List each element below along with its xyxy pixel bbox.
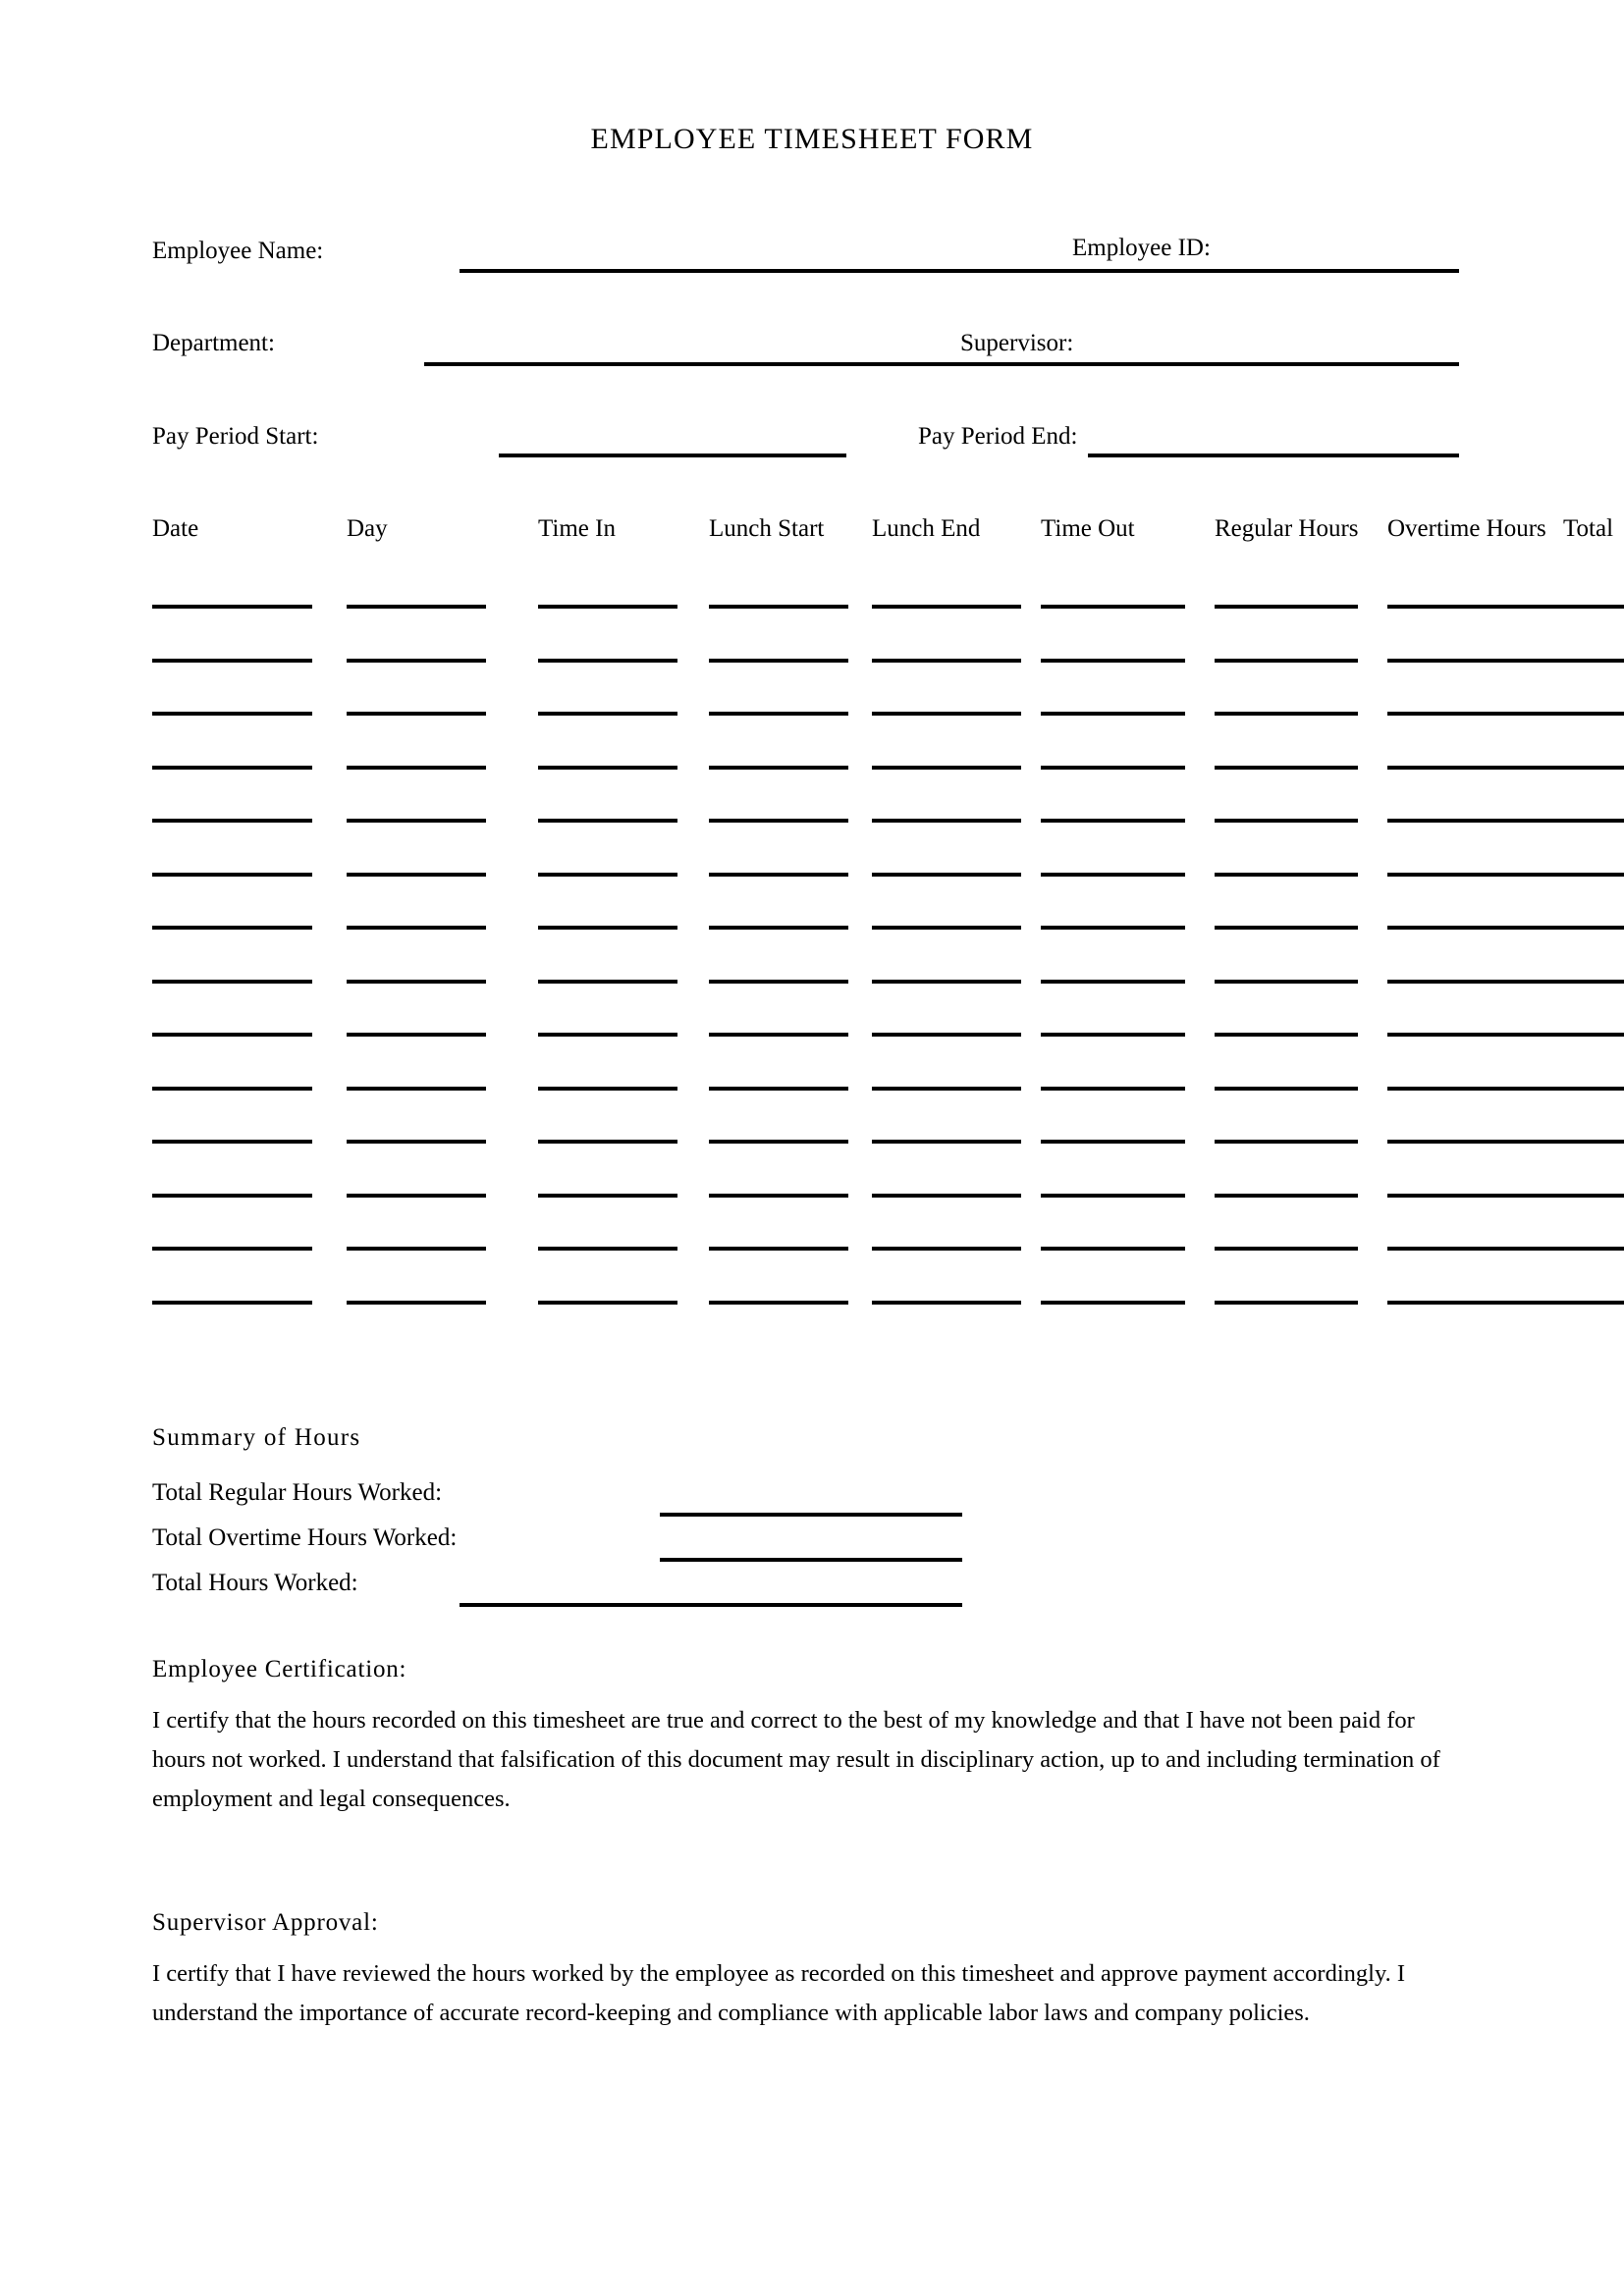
table-cell-rule[interactable] <box>1387 1194 1624 1198</box>
table-cell-rule[interactable] <box>347 980 486 984</box>
table-cell-rule[interactable] <box>152 1087 312 1091</box>
table-cell-rule[interactable] <box>709 1140 848 1144</box>
table-cell-rule[interactable] <box>709 605 848 609</box>
table-cell-rule[interactable] <box>347 1301 486 1305</box>
table-cell-rule[interactable] <box>1041 1194 1185 1198</box>
column-header-time-out: Time Out <box>1041 515 1135 542</box>
table-cell-rule[interactable] <box>1215 1087 1358 1091</box>
table-cell-rule[interactable] <box>872 1140 1021 1144</box>
table-cell-rule[interactable] <box>872 605 1021 609</box>
table-cell-rule[interactable] <box>347 1033 486 1037</box>
table-cell-rule[interactable] <box>538 873 677 877</box>
table-cell-rule[interactable] <box>1387 1140 1624 1144</box>
column-header-regular-hours: Regular Hours <box>1215 515 1359 542</box>
pay-period-start-label: Pay Period Start: <box>152 423 319 450</box>
table-cell-rule[interactable] <box>1215 605 1358 609</box>
supervisor-approval-heading: Supervisor Approval: <box>152 1909 379 1936</box>
column-header-day: Day <box>347 515 388 542</box>
table-cell-rule[interactable] <box>538 980 677 984</box>
table-cell-rule[interactable] <box>872 926 1021 930</box>
table-cell-rule[interactable] <box>709 1301 848 1305</box>
employee-name-label: Employee Name: <box>152 238 324 264</box>
table-cell-rule[interactable] <box>872 766 1021 770</box>
table-cell-rule[interactable] <box>538 819 677 823</box>
table-cell-rule[interactable] <box>152 766 312 770</box>
table-cell-rule[interactable] <box>538 1033 677 1037</box>
table-cell-rule[interactable] <box>347 712 486 716</box>
table-cell-rule[interactable] <box>1387 980 1624 984</box>
table-cell-rule[interactable] <box>1387 605 1624 609</box>
pay-period-end-label: Pay Period End: <box>918 423 1078 450</box>
table-cell-rule[interactable] <box>709 712 848 716</box>
table-cell-rule[interactable] <box>152 926 312 930</box>
table-cell-rule[interactable] <box>709 1247 848 1251</box>
table-cell-rule[interactable] <box>1041 659 1185 663</box>
pay-period-start-input-rule[interactable] <box>499 454 846 457</box>
pay-period-end-input-rule[interactable] <box>1088 454 1459 457</box>
table-cell-rule[interactable] <box>1387 819 1624 823</box>
table-cell-rule[interactable] <box>1041 980 1185 984</box>
column-header-lunch-start: Lunch Start <box>709 515 825 542</box>
table-cell-rule[interactable] <box>152 605 312 609</box>
table-cell-rule[interactable] <box>1387 659 1624 663</box>
table-cell-rule[interactable] <box>872 659 1021 663</box>
employee-certification-heading: Employee Certification: <box>152 1656 407 1682</box>
table-cell-rule[interactable] <box>1215 659 1358 663</box>
table-cell-rule[interactable] <box>1041 1087 1185 1091</box>
total-overtime-hours-label: Total Overtime Hours Worked: <box>152 1524 458 1551</box>
table-cell-rule[interactable] <box>347 926 486 930</box>
table-cell-rule[interactable] <box>1215 873 1358 877</box>
table-cell-rule[interactable] <box>872 712 1021 716</box>
table-cell-rule[interactable] <box>152 873 312 877</box>
total-hours-label: Total Hours Worked: <box>152 1570 358 1596</box>
table-cell-rule[interactable] <box>872 1033 1021 1037</box>
table-cell-rule[interactable] <box>1215 1033 1358 1037</box>
table-cell-rule[interactable] <box>1041 1033 1185 1037</box>
table-cell-rule[interactable] <box>538 1301 677 1305</box>
table-cell-rule[interactable] <box>347 1247 486 1251</box>
total-regular-hours-label: Total Regular Hours Worked: <box>152 1479 443 1506</box>
table-cell-rule[interactable] <box>152 1033 312 1037</box>
table-cell-rule[interactable] <box>347 1087 486 1091</box>
table-cell-rule[interactable] <box>538 766 677 770</box>
table-cell-rule[interactable] <box>709 1087 848 1091</box>
table-cell-rule[interactable] <box>1215 712 1358 716</box>
table-cell-rule[interactable] <box>1041 1247 1185 1251</box>
table-cell-rule[interactable] <box>152 1247 312 1251</box>
table-cell-rule[interactable] <box>152 819 312 823</box>
table-cell-rule[interactable] <box>1387 712 1624 716</box>
table-cell-rule[interactable] <box>538 1140 677 1144</box>
total-overtime-hours-input-rule[interactable] <box>660 1558 962 1562</box>
table-cell-rule[interactable] <box>1041 712 1185 716</box>
page-title: EMPLOYEE TIMESHEET FORM <box>590 123 1034 155</box>
total-regular-hours-input-rule[interactable] <box>660 1513 962 1517</box>
table-cell-rule[interactable] <box>152 659 312 663</box>
supervisor-label: Supervisor: <box>960 330 1074 356</box>
column-header-date: Date <box>152 515 199 542</box>
table-cell-rule[interactable] <box>152 712 312 716</box>
employee-certification-body: I certify that the hours recorded on this timesheet are true and correct to the best of my knowledge and that I have not been paid for hours not worked. I understand that falsification of this document may result in disciplinary action, up to and including termination of employment and legal consequences. <box>152 1707 1440 1812</box>
table-cell-rule[interactable] <box>347 1194 486 1198</box>
table-cell-rule[interactable] <box>709 873 848 877</box>
table-cell-rule[interactable] <box>538 1194 677 1198</box>
table-cell-rule[interactable] <box>152 1194 312 1198</box>
table-cell-rule[interactable] <box>709 766 848 770</box>
employee-id-label: Employee ID: <box>1072 235 1211 261</box>
table-cell-rule[interactable] <box>1215 819 1358 823</box>
column-header-total: Total <box>1563 515 1614 542</box>
table-cell-rule[interactable] <box>538 1087 677 1091</box>
total-hours-input-rule[interactable] <box>460 1603 962 1607</box>
table-cell-rule[interactable] <box>709 980 848 984</box>
department-label: Department: <box>152 330 275 356</box>
table-cell-rule[interactable] <box>1041 766 1185 770</box>
table-cell-rule[interactable] <box>872 980 1021 984</box>
department-input-rule[interactable] <box>424 362 1459 366</box>
table-cell-rule[interactable] <box>1387 926 1624 930</box>
table-cell-rule[interactable] <box>1041 873 1185 877</box>
table-cell-rule[interactable] <box>1215 1301 1358 1305</box>
table-cell-rule[interactable] <box>347 819 486 823</box>
employee-name-input-rule[interactable] <box>460 269 1459 273</box>
table-cell-rule[interactable] <box>872 873 1021 877</box>
supervisor-approval-body: I certify that I have reviewed the hours worked by the employee as recorded on this timesheet and approve payment accordingly. I understand the importance of accurate record-keeping and compliance with applicable labor laws and company policies. <box>152 1960 1406 2026</box>
table-cell-rule[interactable] <box>1041 926 1185 930</box>
table-cell-rule[interactable] <box>1387 1087 1624 1091</box>
table-cell-rule[interactable] <box>1215 1247 1358 1251</box>
table-cell-rule[interactable] <box>1387 1033 1624 1037</box>
column-header-overtime-hours: Overtime Hours <box>1387 515 1546 542</box>
table-cell-rule[interactable] <box>152 980 312 984</box>
table-cell-rule[interactable] <box>1215 1140 1358 1144</box>
table-cell-rule[interactable] <box>872 1194 1021 1198</box>
table-cell-rule[interactable] <box>872 1087 1021 1091</box>
table-cell-rule[interactable] <box>709 1194 848 1198</box>
table-cell-rule[interactable] <box>1387 873 1624 877</box>
table-cell-rule[interactable] <box>1215 926 1358 930</box>
table-cell-rule[interactable] <box>152 1140 312 1144</box>
table-cell-rule[interactable] <box>538 659 677 663</box>
table-cell-rule[interactable] <box>709 1033 848 1037</box>
table-cell-rule[interactable] <box>1215 1194 1358 1198</box>
table-cell-rule[interactable] <box>538 1247 677 1251</box>
table-cell-rule[interactable] <box>538 605 677 609</box>
summary-heading: Summary of Hours <box>152 1424 361 1451</box>
table-cell-rule[interactable] <box>347 1140 486 1144</box>
column-header-time-in: Time In <box>538 515 616 542</box>
table-cell-rule[interactable] <box>1041 1140 1185 1144</box>
table-cell-rule[interactable] <box>347 766 486 770</box>
table-cell-rule[interactable] <box>347 659 486 663</box>
table-cell-rule[interactable] <box>872 819 1021 823</box>
table-cell-rule[interactable] <box>1215 980 1358 984</box>
table-cell-rule[interactable] <box>1041 819 1185 823</box>
table-cell-rule[interactable] <box>347 605 486 609</box>
table-cell-rule[interactable] <box>1387 1301 1624 1305</box>
table-cell-rule[interactable] <box>538 926 677 930</box>
table-cell-rule[interactable] <box>1387 1247 1624 1251</box>
table-cell-rule[interactable] <box>152 1301 312 1305</box>
table-cell-rule[interactable] <box>709 926 848 930</box>
column-header-lunch-end: Lunch End <box>872 515 981 542</box>
table-cell-rule[interactable] <box>1215 766 1358 770</box>
table-cell-rule[interactable] <box>1387 766 1624 770</box>
table-cell-rule[interactable] <box>347 873 486 877</box>
table-cell-rule[interactable] <box>1041 1301 1185 1305</box>
table-cell-rule[interactable] <box>872 1247 1021 1251</box>
table-cell-rule[interactable] <box>538 712 677 716</box>
table-cell-rule[interactable] <box>709 659 848 663</box>
table-cell-rule[interactable] <box>709 819 848 823</box>
table-cell-rule[interactable] <box>872 1301 1021 1305</box>
table-cell-rule[interactable] <box>1041 605 1185 609</box>
